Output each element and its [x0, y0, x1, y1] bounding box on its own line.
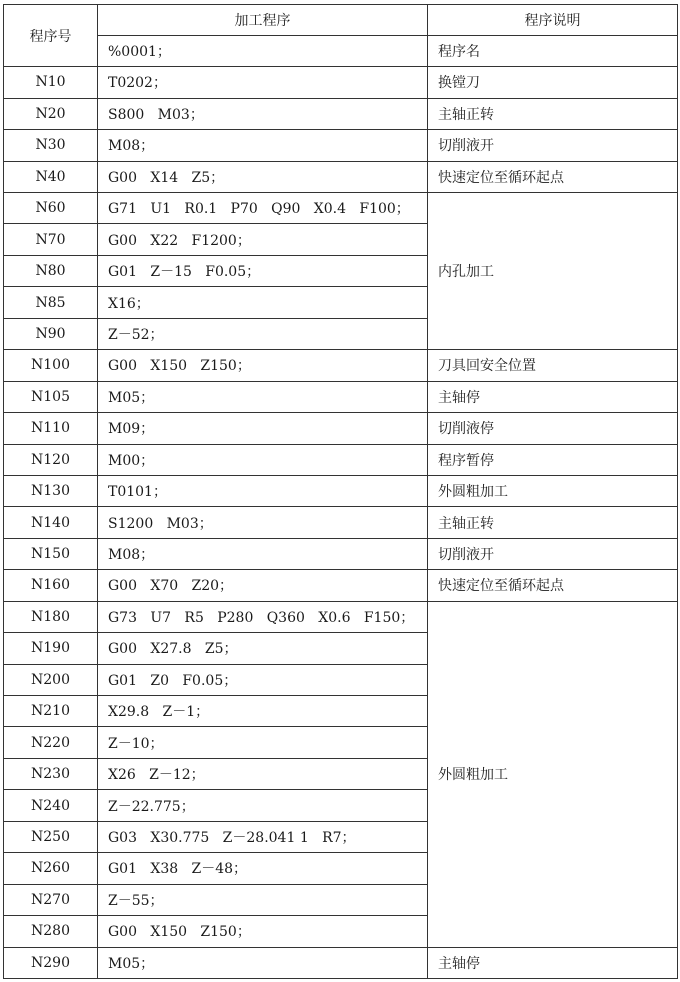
- block-number-cell: N200: [4, 664, 98, 695]
- table-row: [4, 350, 678, 381]
- table-header-row: [4, 5, 678, 36]
- table-row: [4, 98, 678, 129]
- description-cell: 程序暂停: [428, 444, 678, 475]
- code-cell: G03 X30.775 Z－28.041 1 R7；: [98, 821, 428, 852]
- block-number-cell: N100: [4, 350, 98, 381]
- description-cell: 刀具回安全位置: [428, 350, 678, 381]
- description-cell: 主轴正转: [428, 98, 678, 129]
- block-number-cell: N260: [4, 853, 98, 884]
- block-number-cell: N70: [4, 224, 98, 255]
- code-cell: M05；: [98, 947, 428, 979]
- block-number-cell: N210: [4, 696, 98, 727]
- block-number-cell: N250: [4, 821, 98, 852]
- code-cell: Z－10；: [98, 727, 428, 758]
- table-row: [4, 161, 678, 192]
- description-cell: 内孔加工: [428, 193, 678, 350]
- block-number-cell: N30: [4, 130, 98, 161]
- code-cell: Z－55；: [98, 884, 428, 915]
- block-number-cell: N190: [4, 633, 98, 664]
- code-cell: M00；: [98, 444, 428, 475]
- program-desc-cell: 程序名: [428, 36, 678, 67]
- description-cell: 切削液开: [428, 538, 678, 569]
- code-cell: M09；: [98, 413, 428, 444]
- block-number-cell: N40: [4, 161, 98, 192]
- block-number-cell: N290: [4, 947, 98, 979]
- program-table: [3, 4, 678, 979]
- code-cell: X26 Z－12；: [98, 758, 428, 789]
- header-program-description: 程序说明: [428, 5, 678, 36]
- description-cell: 换镗刀: [428, 67, 678, 98]
- code-cell: G73 U7 R5 P280 Q360 X0.6 F150；: [98, 601, 428, 632]
- table-row: [4, 475, 678, 506]
- description-cell: 切削液停: [428, 413, 678, 444]
- code-cell: X29.8 Z－1；: [98, 696, 428, 727]
- code-cell: S1200 M03；: [98, 507, 428, 538]
- block-number-cell: N105: [4, 381, 98, 412]
- code-cell: G71 U1 R0.1 P70 Q90 X0.4 F100；: [98, 193, 428, 224]
- code-cell: G01 Z－15 F0.05；: [98, 255, 428, 286]
- header-machining-program: 加工程序: [98, 5, 428, 36]
- program-code-cell: %0001；: [98, 36, 428, 67]
- block-number-cell: N120: [4, 444, 98, 475]
- code-cell: G00 X70 Z20；: [98, 570, 428, 601]
- code-cell: X16；: [98, 287, 428, 318]
- description-cell: 切削液开: [428, 130, 678, 161]
- block-number-cell: N220: [4, 727, 98, 758]
- block-number-cell: N130: [4, 475, 98, 506]
- table-row: [4, 601, 678, 632]
- block-number-cell: N60: [4, 193, 98, 224]
- code-cell: G00 X22 F1200；: [98, 224, 428, 255]
- code-cell: G01 X38 Z－48；: [98, 853, 428, 884]
- table-row: [4, 130, 678, 161]
- header-program-number: 程序号: [4, 5, 98, 67]
- code-cell: M08；: [98, 130, 428, 161]
- program-table-body: [4, 5, 678, 979]
- code-cell: M08；: [98, 538, 428, 569]
- block-number-cell: N10: [4, 67, 98, 98]
- code-cell: T0101；: [98, 475, 428, 506]
- code-cell: G00 X14 Z5；: [98, 161, 428, 192]
- block-number-cell: N110: [4, 413, 98, 444]
- code-cell: Z－22.775；: [98, 790, 428, 821]
- description-cell: 快速定位至循环起点: [428, 161, 678, 192]
- table-row: [4, 444, 678, 475]
- code-cell: T0202；: [98, 67, 428, 98]
- table-row: [4, 67, 678, 98]
- code-cell: G00 X27.8 Z5；: [98, 633, 428, 664]
- table-row: [4, 381, 678, 412]
- table-row: [4, 538, 678, 569]
- block-number-cell: N85: [4, 287, 98, 318]
- code-cell: M05；: [98, 381, 428, 412]
- description-cell: 外圆粗加工: [428, 601, 678, 947]
- description-cell: 主轴正转: [428, 507, 678, 538]
- table-row: [4, 413, 678, 444]
- program-name-row: [4, 36, 678, 67]
- block-number-cell: N240: [4, 790, 98, 821]
- block-number-cell: N280: [4, 916, 98, 947]
- block-number-cell: N160: [4, 570, 98, 601]
- block-number-cell: N180: [4, 601, 98, 632]
- code-cell: G01 Z0 F0.05；: [98, 664, 428, 695]
- block-number-cell: N230: [4, 758, 98, 789]
- block-number-cell: N80: [4, 255, 98, 286]
- block-number-cell: N20: [4, 98, 98, 129]
- table-row: [4, 947, 678, 979]
- description-cell: 主轴停: [428, 381, 678, 412]
- description-cell: 快速定位至循环起点: [428, 570, 678, 601]
- block-number-cell: N150: [4, 538, 98, 569]
- code-cell: G00 X150 Z150；: [98, 916, 428, 947]
- block-number-cell: N140: [4, 507, 98, 538]
- code-cell: Z－52；: [98, 318, 428, 349]
- table-row: [4, 193, 678, 224]
- code-cell: G00 X150 Z150；: [98, 350, 428, 381]
- table-row: [4, 570, 678, 601]
- description-cell: 外圆粗加工: [428, 475, 678, 506]
- description-cell: 主轴停: [428, 947, 678, 979]
- table-row: [4, 507, 678, 538]
- block-number-cell: N90: [4, 318, 98, 349]
- code-cell: S800 M03；: [98, 98, 428, 129]
- block-number-cell: N270: [4, 884, 98, 915]
